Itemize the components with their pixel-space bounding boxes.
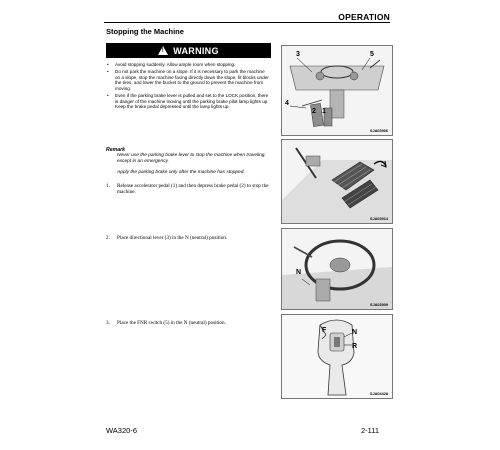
- step-text: Release accelerator pedal (1) and then depress brake pedal (2) to stop the machine.: [117, 183, 269, 196]
- callout-4: 4: [285, 100, 289, 107]
- step-text: Place the FNR switch (5) in the N (neutral) position.: [117, 320, 226, 326]
- step-number: 2.: [106, 235, 110, 241]
- figure-code: SJA03909: [370, 303, 388, 307]
- step-number: 1.: [106, 183, 110, 189]
- callout-2: 2: [312, 108, 316, 115]
- callout-5: 5: [370, 51, 374, 58]
- callout-n: N: [296, 269, 302, 276]
- callout-n: N: [352, 329, 358, 336]
- header-rule: [104, 22, 390, 23]
- figure-cab-controls: [281, 45, 393, 136]
- page-title: Stopping the Machine: [106, 27, 184, 36]
- step-text: Place directional lever (3) in the N (neutral) position.: [117, 235, 228, 241]
- step-2: [106, 235, 271, 241]
- remark-title: Remark: [106, 147, 126, 153]
- warning-triangle-icon: !: [158, 46, 168, 55]
- section-header: OPERATION: [338, 12, 390, 22]
- warning-item: • Do not park the machine on a slope. If it is necessary to park the machine on a slope, stop the machine facing directly down the slope, fit blocks under the tires, and lower the bucket to the ground to prevent the machine from moving.: [106, 69, 271, 91]
- figure-code: SJA03914: [370, 217, 388, 221]
- warning-item: • Avoid stopping suddenly. Allow ample room when stopping.: [106, 62, 271, 68]
- fnr-joystick-illustration: [282, 315, 392, 398]
- figure-pedals: [281, 139, 393, 224]
- figure-code: SJA04428: [370, 392, 388, 396]
- callout-r: R: [352, 343, 358, 350]
- warning-list: [106, 62, 271, 110]
- step-3: [106, 320, 271, 326]
- footer-page-number: 2-111: [361, 426, 380, 435]
- callout-3: 3: [296, 51, 300, 58]
- figure-fnr-switch: [281, 314, 393, 399]
- footer-model: WA320-6: [106, 426, 137, 435]
- warning-item: • Even if the parking brake lever is pulled and set to the LOCK position, there is danger of the machine moving until the parking brake pilot lamp lights up. Keep the brake pedal depressed until the lamp lights up.: [106, 93, 271, 110]
- remark-body-secondary: Apply the parking brake only after the machine has stopped.: [117, 169, 245, 175]
- remark-block: [106, 147, 271, 175]
- warning-box: [106, 43, 271, 133]
- callout-1: 1: [322, 108, 326, 115]
- callout-f: F: [322, 327, 327, 334]
- figure-code: SJA03906: [370, 129, 388, 133]
- remark-body: Never use the parking brake lever to stop the machine when traveling, except in an emergency.: [117, 153, 266, 164]
- step-1: [106, 183, 271, 195]
- warning-label: WARNING: [173, 45, 219, 56]
- step-number: 3.: [106, 320, 110, 326]
- figure-steering-lever: [281, 228, 393, 310]
- cab-controls-illustration: [282, 46, 392, 135]
- pedals-illustration: [282, 140, 392, 223]
- warning-banner: [106, 43, 271, 58]
